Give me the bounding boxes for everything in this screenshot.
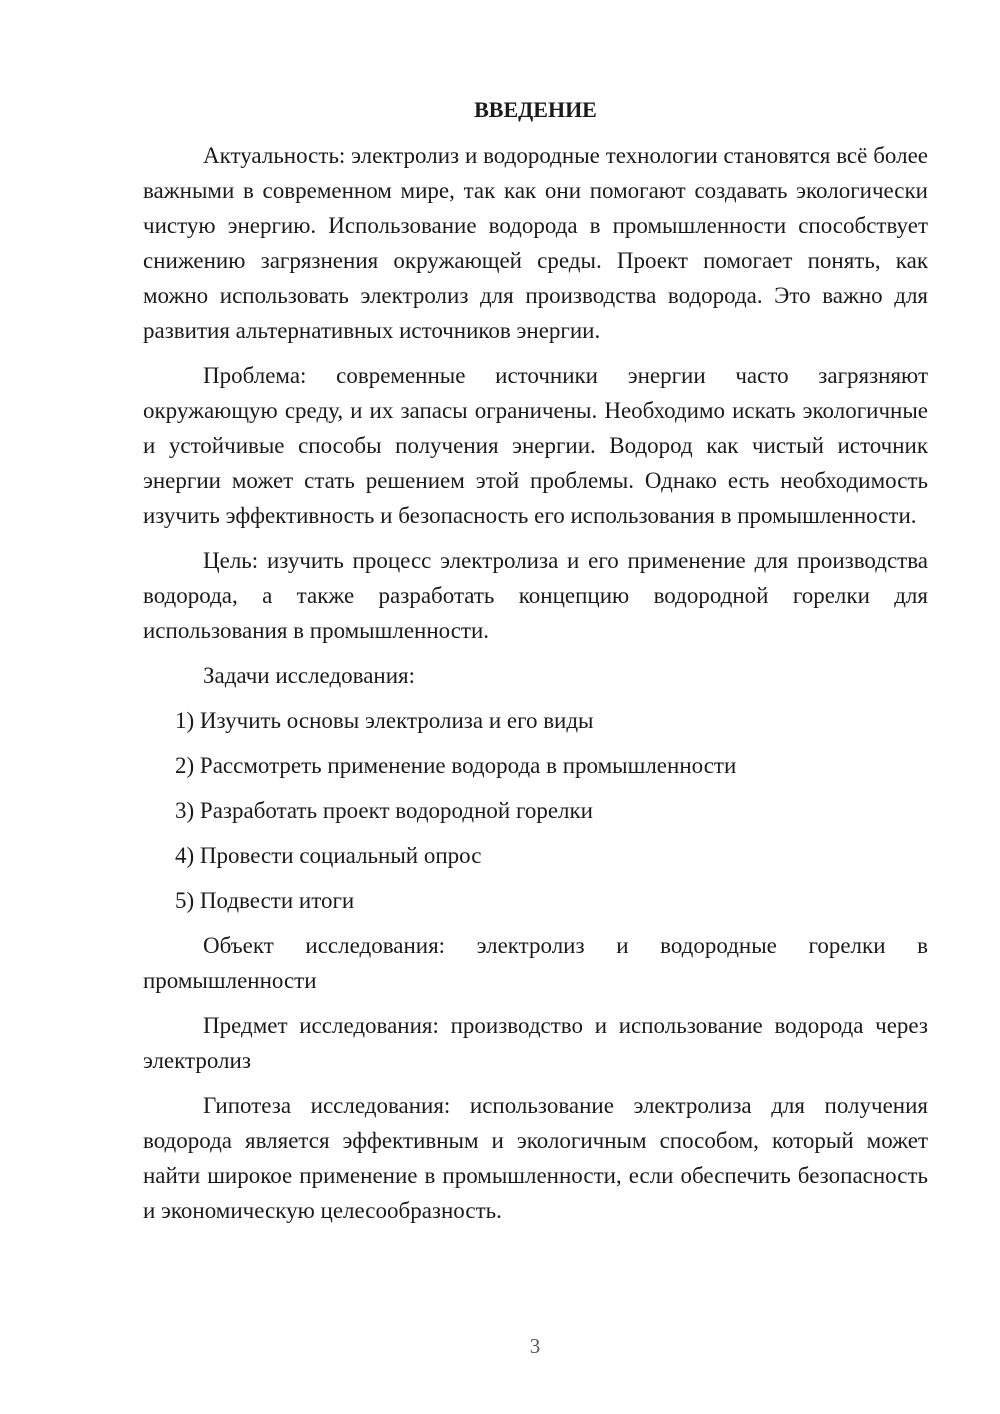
list-item: 2) Рассмотреть применение водорода в промышленности	[175, 753, 737, 778]
page-content	[143, 94, 928, 1228]
tasks-list	[143, 703, 928, 918]
page-number: 3	[529, 1334, 541, 1358]
tasks-heading: Задачи исследования:	[203, 663, 416, 688]
page-title: ВВЕДЕНИЕ	[474, 97, 597, 122]
list-item: 3) Разработать проект водородной горелки	[175, 798, 593, 823]
paragraph-problem: Проблема: современные источники энергии часто загрязняют окружающую среду, и их запасы ограничены. Необходимо искать экологичные и устойчивые способы получения энергии. Водород как чистый источник энергии может стать решением этой проблемы. Однако есть необходимость изучить эффективность и безопасность его использования в промышленности.	[143, 363, 928, 528]
paragraph-subject: Предмет исследования: производство и использование водорода через электролиз	[143, 1013, 928, 1073]
paragraph-goal: Цель: изучить процесс электролиза и его применение для производства водорода, а также разработать концепцию водородной горелки для использования в промышленности.	[143, 548, 928, 643]
paragraph-object: Объект исследования: электролиз и водородные горелки в промышленности	[143, 933, 928, 993]
list-item: 5) Подвести итоги	[175, 888, 355, 913]
list-item: 4) Провести социальный опрос	[175, 843, 482, 868]
paragraph-relevance: Актуальность: электролиз и водородные технологии становятся всё более важными в современном мире, так как они помогают создавать экологически чистую энергию. Использование водорода в промышленности способствует снижению загрязнения окружающей среды. Проект помогает понять, как можно использовать электролиз для производства водорода. Это важно для развития альтернативных источников энергии.	[143, 143, 928, 343]
list-item: 1) Изучить основы электролиза и его виды	[175, 708, 594, 733]
paragraph-hypothesis: Гипотеза исследования: использование электролиза для получения водорода является эффективным и экологичным способом, который может найти широкое применение в промышленности, если обеспечить безопасность и экономическую целесообразность.	[143, 1093, 928, 1223]
